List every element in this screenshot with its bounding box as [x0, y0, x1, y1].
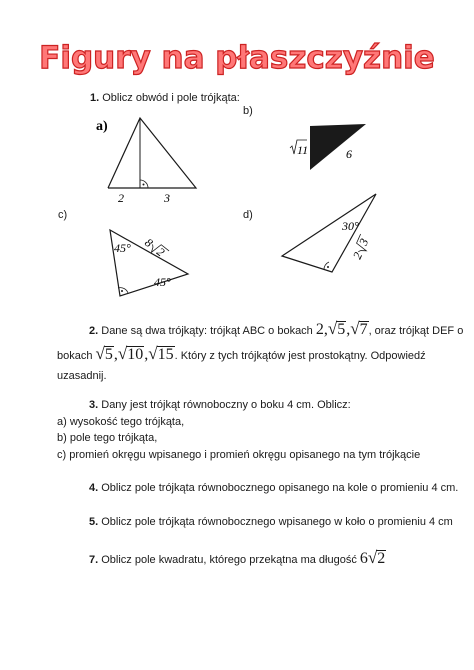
abc-r2: 7 — [359, 321, 368, 338]
page-title — [0, 30, 474, 80]
def-r1: 5 — [104, 346, 113, 363]
task5-line — [89, 515, 453, 529]
task1-line — [90, 91, 240, 105]
triangle-b — [286, 118, 376, 188]
diagonal-value: 6√2 — [359, 548, 386, 567]
triangle-a — [88, 112, 218, 208]
task2-text3: bokach — [57, 350, 93, 362]
angle-c2: 45° — [154, 275, 171, 289]
label-d: d) — [243, 209, 253, 221]
side-b-sqrt: 11 — [297, 143, 309, 157]
task3-item-a: a) wysokość tego trójkąta, — [57, 416, 185, 428]
task5-text: Oblicz pole trójkąta równobocznego wpisanego w koło o promieniu 4 cm — [101, 516, 453, 528]
task5-number: 5. — [89, 516, 99, 528]
hyp-c — [142, 235, 170, 261]
def-r2: 10 — [127, 346, 144, 363]
def-r3: 15 — [157, 346, 174, 363]
label-c: c) — [58, 209, 68, 221]
task7-number: 7. — [89, 554, 99, 566]
task3-line — [89, 398, 351, 412]
label-a: a) — [96, 119, 108, 134]
task7-line — [89, 549, 386, 569]
side-d-sqrt: 3 — [356, 236, 372, 248]
hyp-c-coef: 8 — [142, 235, 156, 251]
task2-line2 — [57, 345, 426, 365]
side-d-coef: 2 — [349, 250, 366, 262]
triangle-c — [100, 222, 210, 306]
task7-text: Oblicz pole kwadratu, którego przekątna ma długość — [101, 554, 357, 566]
task2-text1: Dane są dwa trójkąty: trójkąt ABC o bokach — [101, 325, 313, 337]
label-b: b) — [243, 105, 253, 117]
angle-c1: 45° — [114, 241, 131, 255]
side-a1: 2 — [118, 191, 124, 205]
task2-text5: uzasadnij. — [57, 370, 107, 382]
task2-line1 — [89, 320, 463, 340]
diagonal-sqrt: 2 — [377, 550, 386, 567]
abc-r1: 5 — [337, 321, 346, 338]
task2-text2: , oraz trójkąt DEF o — [368, 325, 464, 337]
abc-first: 2, — [315, 321, 328, 338]
abc-sides: 2,√5,√7 — [315, 319, 368, 338]
task3-item-c: c) promień okręgu wpisanego i promień okręgu opisanego na tym trójkącie — [57, 449, 421, 461]
page-title-text: Figury na płaszczyźnie — [39, 40, 435, 76]
task2-number: 2. — [89, 325, 99, 337]
diagonal-coef: 6 — [359, 550, 368, 567]
triangle-d — [278, 188, 384, 280]
task4-number: 4. — [89, 482, 99, 494]
task1-text: Oblicz obwód i pole trójkąta: — [102, 92, 240, 104]
side-d — [350, 234, 373, 262]
hyp-c-sqrt: 2 — [153, 244, 168, 260]
def-sides: √5,√10,√15 — [95, 344, 174, 363]
task2-text4: . Który z tych trójkątów jest prostokątny. Odpowiedź — [174, 350, 426, 362]
task1-number: 1. — [90, 92, 100, 104]
side-a2: 3 — [164, 191, 170, 205]
task4-line — [89, 481, 458, 495]
angle-d: 30° — [342, 219, 359, 233]
task3-item-b: b) pole tego trójkąta, — [57, 432, 158, 444]
task3-number: 3. — [89, 399, 99, 411]
task3-text: Dany jest trójkąt równoboczny o boku 4 cm. Oblicz: — [101, 399, 351, 411]
side-b: 6 — [346, 147, 352, 161]
task4-text: Oblicz pole trójkąta równobocznego opisanego na kole o promieniu 4 cm. — [101, 482, 459, 494]
